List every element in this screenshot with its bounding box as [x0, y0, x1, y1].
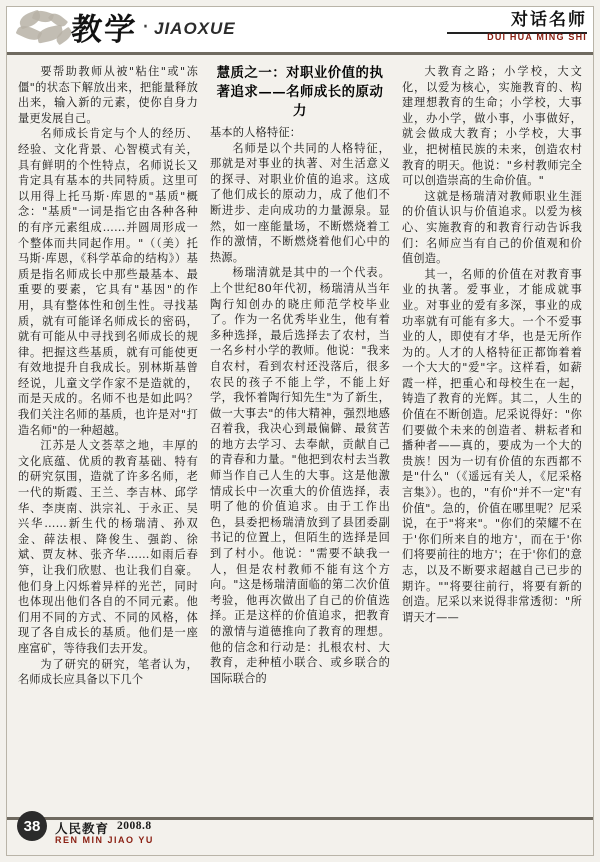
masthead-title-pinyin: JIAOXUE — [154, 19, 236, 38]
article-body — [18, 64, 584, 816]
flower-ornament-icon — [15, 9, 77, 51]
paragraph: 江苏是人文荟萃之地，丰厚的文化底蕴、优质的教育基础、特有的研究氛围，造就了许多名师，老一代的斯霞、王兰、李吉林、邱学华、李庚南、洪宗礼、于永正、吴兴华……新生代的杨瑞清、孙双金、薛法根、降俊生、强韵、徐斌、贾友林、张齐华……如雨后春笋，让我们欣慰、也让我们自豪。他们身上闪烁着异样的光芒，同时也体现出他们各自的不同元素。他们用不同的方式、不同的风格，体现了各自成长的基质。他们是一座座富矿，等待我们去开发。 — [18, 439, 198, 655]
paragraph: 杨瑞清就是其中的一个代表。上个世纪80年代初，杨瑞清从当年陶行知创办的晓庄师范学校毕业了。作为一名优秀毕业生，他有着多种选择，最后选择去了农村，当一名乡村小学的教师。他说："我来自农村，看到农村还没落后，很多农民的孩子不能上学，不能上好学，我怀着陶行知先生"为了新生，做一大事去"的伟大精神，强烈地感召着我，我决心到最偏僻、最贫苦的地方去学习、去奉献，贡献自己的青春和力量。"他把到农村去当教师当作自己人生的大事。这是他激情成长中一次重大的价值选择，表明了他的价值追求。由于工作出色，县委把杨瑞清放到了县团委副书记的位置上，但陌生的选择是回到了村小。他说："需要不缺我一人，但是农村教师不能有这个方向。"这是杨瑞清面临的第二次价值考验，他再次做出了自己的价值选择。正是这样的价值追求，把教育的激情与道德推向了教育的理想。他的信念和行动是：扎根农村、大教育，走种植小联合、或乡联合的国际联合的 — [210, 266, 390, 685]
text-column-2 — [210, 64, 390, 816]
column-name-pinyin: DUI HUA MING SHI — [487, 31, 587, 42]
page-number: 38 — [17, 811, 47, 841]
section-title: 慧质之一：对职业价值的执著追求——名师成长的原动力 — [216, 65, 384, 119]
masthead-title-cn: 教学 — [69, 11, 139, 48]
masthead-separator: · — [142, 14, 149, 40]
column-name-cn: 对话名师 — [511, 10, 587, 30]
column-name-block — [487, 11, 587, 42]
paragraph: 为了研究的研究，笔者认为，名师成长应具备以下几个 — [18, 657, 198, 687]
paragraph: 名师是以个共同的人格特征，那就是对事业的执著、对生活意义的探寻、对职业价值的追求。这成了他们成长的原动力，成了他们不断进步、走向成功的力量源泉。显然，如一座能量场，不断燃烧着工作的激情，不断燃烧着他们心中的热源。 — [210, 141, 390, 264]
paragraph: 其一，名师的价值在对教育事业的执著。爱事业，才能成就事业。对事业的爱有多深，事业的成功率就有可能有多大。一个不爱事业的人，即使有才华，也是无所作为的。人才的人格特征正都饰着着一个大大的"爱"字。这样看，如薪霞一样，把重心和母校生在一起，铸造了教育的光辉。其二，人生的价值在不断创造。尼采说得好："你们要做个未来的创造者、耕耘者和播种者——真的，要成为一个大的贵族！因为一切有价值的东西都不是"什么"（《遥远有关人，《尼采格言集》）。也的，"有价"并不一定"有价值"。急的，价值在哪里呢？尼采说，在于"将来"。"你们的荣耀不在于'你们所来自的地方'，而在于'你们将要前往的地方'；在于'你们的意志，以及不断要求超越自己已步的期许。""将要往前行，将要有新的创造。尼采以来说得非常透彻："所谓天才—— — [402, 267, 582, 624]
page-header — [7, 7, 593, 55]
paragraph: 基本的人格特征： — [210, 126, 302, 139]
magazine-name-pinyin: REN MIN JIAO YU — [55, 835, 154, 845]
masthead — [71, 9, 236, 51]
text-column-1 — [18, 64, 198, 816]
paragraph: 要帮助教师从被"粘住"或"冻僵"的状态下解放出来，把能量释放出来，输入新的元素，使你自身力量更发展自己。 — [18, 65, 198, 125]
paragraph: 大教育之路；小学校，大文化，以爱为核心，实施教育的、构建理想教育的生命；小学校，大事业，办小学，做小事，小事做好，就会做成大教育；小学校，大事业，把树植民族的未来，创造农村教育的明天。他说："乡村教师完全可以创造崇高的生命价值。" — [402, 65, 582, 188]
paragraph: 名师成长肯定与个人的经历、经验、文化背景、心智模式有关，具有鲜明的个性特点，名师说长又肯定具有基本的共同特质。这里可以用得上托马斯·库恩的"基质"概念："基质"一词是指它由各种各种的有序元素组成……并圆周形成一个整体而共同起作用。"（（美）托马斯·库恩，《科学革命的结构》）基质是指名师成长中那些最基本、最重要的要素，它具有"基因"的作用，具有整体性和创生性。寻找基质，就有可能译名师成长的密码，就有可能从中寻找到名师成长的规律。把握这些基质，就有可能使更有效地提升自我成长。别林斯基曾经说，儿童文学作家不是造就的，而是天成的。名师不也是如此吗？我们关注名师的基质，也许是对"打造名师"的一种超越。 — [18, 127, 198, 437]
text-column-3 — [402, 64, 582, 816]
paragraph: 这就是杨瑞清对教师职业生涯的价值认识与价值追求。以爱为核心、实施教育的和教育行动告诉我们：名师应当有自己的价值观和价值创造。 — [402, 189, 582, 266]
magazine-name-cn: 人民教育 — [55, 821, 110, 836]
magazine-issue: 2008.8 — [117, 820, 152, 832]
page-footer — [7, 811, 593, 855]
